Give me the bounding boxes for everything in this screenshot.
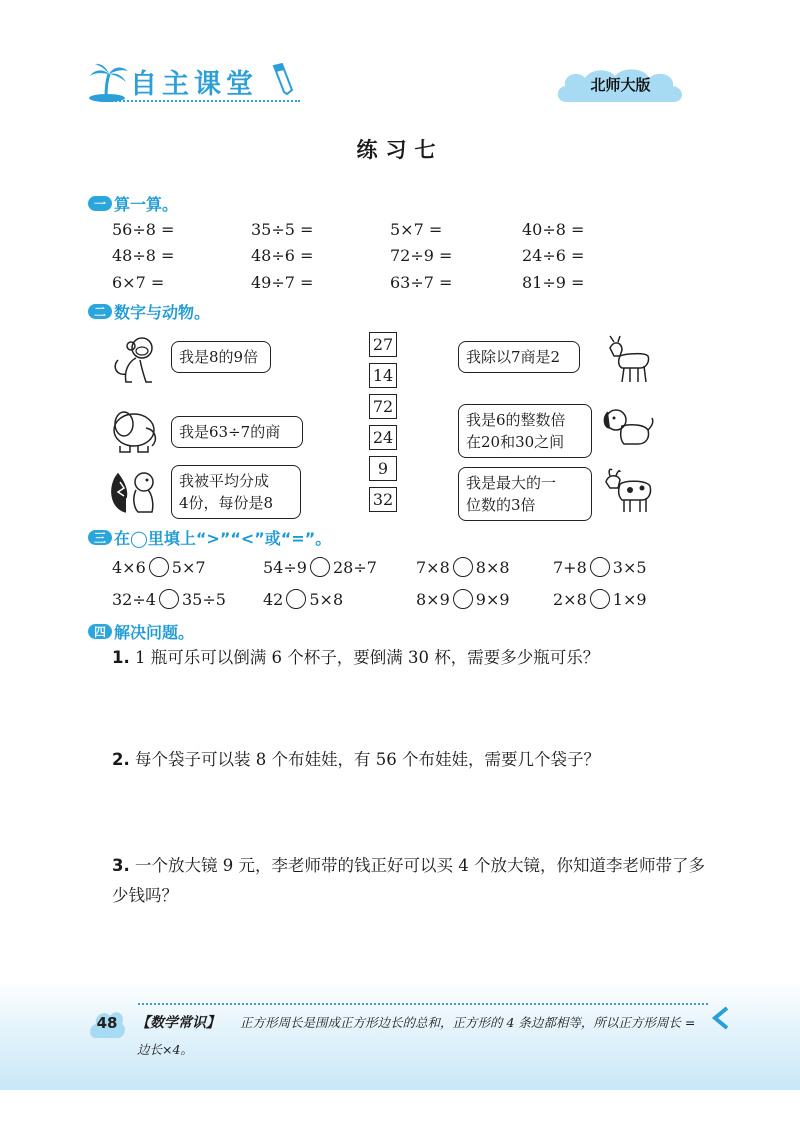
bubble-goat xyxy=(458,341,580,373)
bubble-elephant xyxy=(171,416,303,448)
calc-item: 56÷8 = xyxy=(112,220,175,239)
answer-circle[interactable] xyxy=(310,557,330,577)
compare-item xyxy=(112,589,226,612)
calc-item: 48÷8 = xyxy=(112,246,175,265)
compare-item xyxy=(112,557,206,580)
section-4-header xyxy=(88,620,194,642)
bubble-text: 4份，每份是8 xyxy=(179,494,274,512)
compare-right: 5×8 xyxy=(309,590,344,609)
section-badge: 一 xyxy=(88,196,112,211)
compare-left: 2×8 xyxy=(553,590,587,609)
calc-item: 6×7 = xyxy=(112,273,165,292)
chevron-left-icon xyxy=(711,1006,729,1030)
compare-item xyxy=(263,589,343,612)
bubble-text: 位数的3倍 xyxy=(466,496,536,514)
bubble-monkey xyxy=(171,341,271,373)
compare-right: 5×7 xyxy=(171,558,206,577)
problem-number: 3. xyxy=(112,856,130,875)
section-title: 算一算。 xyxy=(114,194,179,214)
elephant-icon xyxy=(106,400,162,456)
section-badge: 三 xyxy=(88,530,112,545)
tip-text-continued: 边长×4。 xyxy=(137,1042,193,1057)
brand-title: 自主课堂 xyxy=(130,69,258,100)
compare-left: 42 xyxy=(263,590,284,609)
footer-dotted-line xyxy=(138,1003,708,1005)
bubble-text: 我是63÷7的商 xyxy=(179,423,281,441)
compare-item xyxy=(263,557,377,580)
answer-circle[interactable] xyxy=(453,557,473,577)
section-3-header xyxy=(88,526,331,548)
number-box: 14 xyxy=(369,363,397,388)
section-1-header xyxy=(88,192,178,214)
number-box: 9 xyxy=(369,456,397,481)
section-badge: 四 xyxy=(88,624,112,639)
problem-1 xyxy=(112,643,722,673)
number-box: 24 xyxy=(369,425,397,450)
calc-item: 5×7 = xyxy=(390,220,443,239)
compare-left: 7×8 xyxy=(416,558,450,577)
compare-right: 3×5 xyxy=(612,558,647,577)
calc-item: 24÷6 = xyxy=(522,246,585,265)
compare-item xyxy=(416,589,510,612)
number-box: 72 xyxy=(369,394,397,419)
calc-item: 48÷6 = xyxy=(251,246,314,265)
tip-text: 正方形周长是围成正方形边长的总和，正方形的 4 条边都相等，所以正方形周长 = xyxy=(240,1015,696,1030)
compare-left: 54÷9 xyxy=(263,558,307,577)
goat-icon xyxy=(600,334,656,390)
section-title: 在◯里填上“>”“<”或“=”。 xyxy=(114,528,332,548)
bubble-text: 在20和30之间 xyxy=(466,433,565,451)
squirrel-icon xyxy=(106,462,162,518)
tip-label: 【数学常识】 xyxy=(136,1015,220,1031)
problem-number: 2. xyxy=(112,750,130,769)
bubble-text: 我是8的9倍 xyxy=(179,348,259,366)
answer-circle[interactable] xyxy=(149,557,169,577)
monkey-icon xyxy=(106,334,162,390)
compare-left: 8×9 xyxy=(416,590,450,609)
answer-circle[interactable] xyxy=(590,589,610,609)
bubble-text: 我是6的整数倍 xyxy=(466,411,566,429)
compare-left: 7+8 xyxy=(553,558,587,577)
edition-label: 北师大版 xyxy=(590,76,651,94)
section-title: 数字与动物。 xyxy=(114,302,211,322)
calc-item: 35÷5 = xyxy=(251,220,314,239)
section-title: 解决问题。 xyxy=(114,622,195,642)
problem-text: 一个放大镜 9 元，李老师带的钱正好可以买 4 个放大镜，你知道李老师带了多少钱吗？ xyxy=(112,856,705,905)
bubble-squirrel xyxy=(171,465,301,519)
bubble-cow xyxy=(458,467,592,521)
problem-text: 每个袋子可以装 8 个布娃娃，有 56 个布娃娃，需要几个袋子？ xyxy=(135,750,600,769)
problem-text: 1 瓶可乐可以倒满 6 个杯子，要倒满 30 杯，需要多少瓶可乐？ xyxy=(135,648,600,667)
answer-circle[interactable] xyxy=(286,589,306,609)
page-title: 练习七 xyxy=(356,138,444,162)
compare-left: 4×6 xyxy=(112,558,146,577)
answer-circle[interactable] xyxy=(453,589,473,609)
compare-right: 28÷7 xyxy=(332,558,377,577)
page-number: 48 xyxy=(96,1014,118,1032)
bubble-text: 我除以7商是2 xyxy=(466,348,561,366)
calc-item: 40÷8 = xyxy=(522,220,585,239)
number-box: 27 xyxy=(369,332,397,357)
number-box: 32 xyxy=(369,487,397,512)
answer-circle[interactable] xyxy=(159,589,179,609)
compare-item xyxy=(553,557,647,580)
calc-item: 63÷7 = xyxy=(390,273,453,292)
cow-icon xyxy=(600,462,656,518)
problem-number: 1. xyxy=(112,648,130,667)
compare-left: 32÷4 xyxy=(112,590,156,609)
pencil-icon xyxy=(268,62,298,96)
problem-3 xyxy=(112,851,718,911)
section-2-header xyxy=(88,300,210,322)
header-dotted-line xyxy=(100,100,300,102)
compare-right: 8×8 xyxy=(475,558,510,577)
compare-item xyxy=(553,589,647,612)
problem-2 xyxy=(112,745,722,775)
calc-item: 72÷9 = xyxy=(390,246,453,265)
compare-right: 1×9 xyxy=(612,590,647,609)
answer-circle[interactable] xyxy=(590,557,610,577)
compare-right: 9×9 xyxy=(475,590,510,609)
compare-right: 35÷5 xyxy=(181,590,226,609)
section-badge: 二 xyxy=(88,304,112,319)
compare-item xyxy=(416,557,510,580)
calc-item: 49÷7 = xyxy=(251,273,314,292)
bubble-text: 我被平均分成 xyxy=(179,472,270,490)
bubble-text: 我是最大的一 xyxy=(466,474,557,492)
palm-tree-icon xyxy=(86,60,132,104)
bubble-dog xyxy=(458,404,592,458)
dog-icon xyxy=(600,400,656,456)
calc-item: 81÷9 = xyxy=(522,273,585,292)
